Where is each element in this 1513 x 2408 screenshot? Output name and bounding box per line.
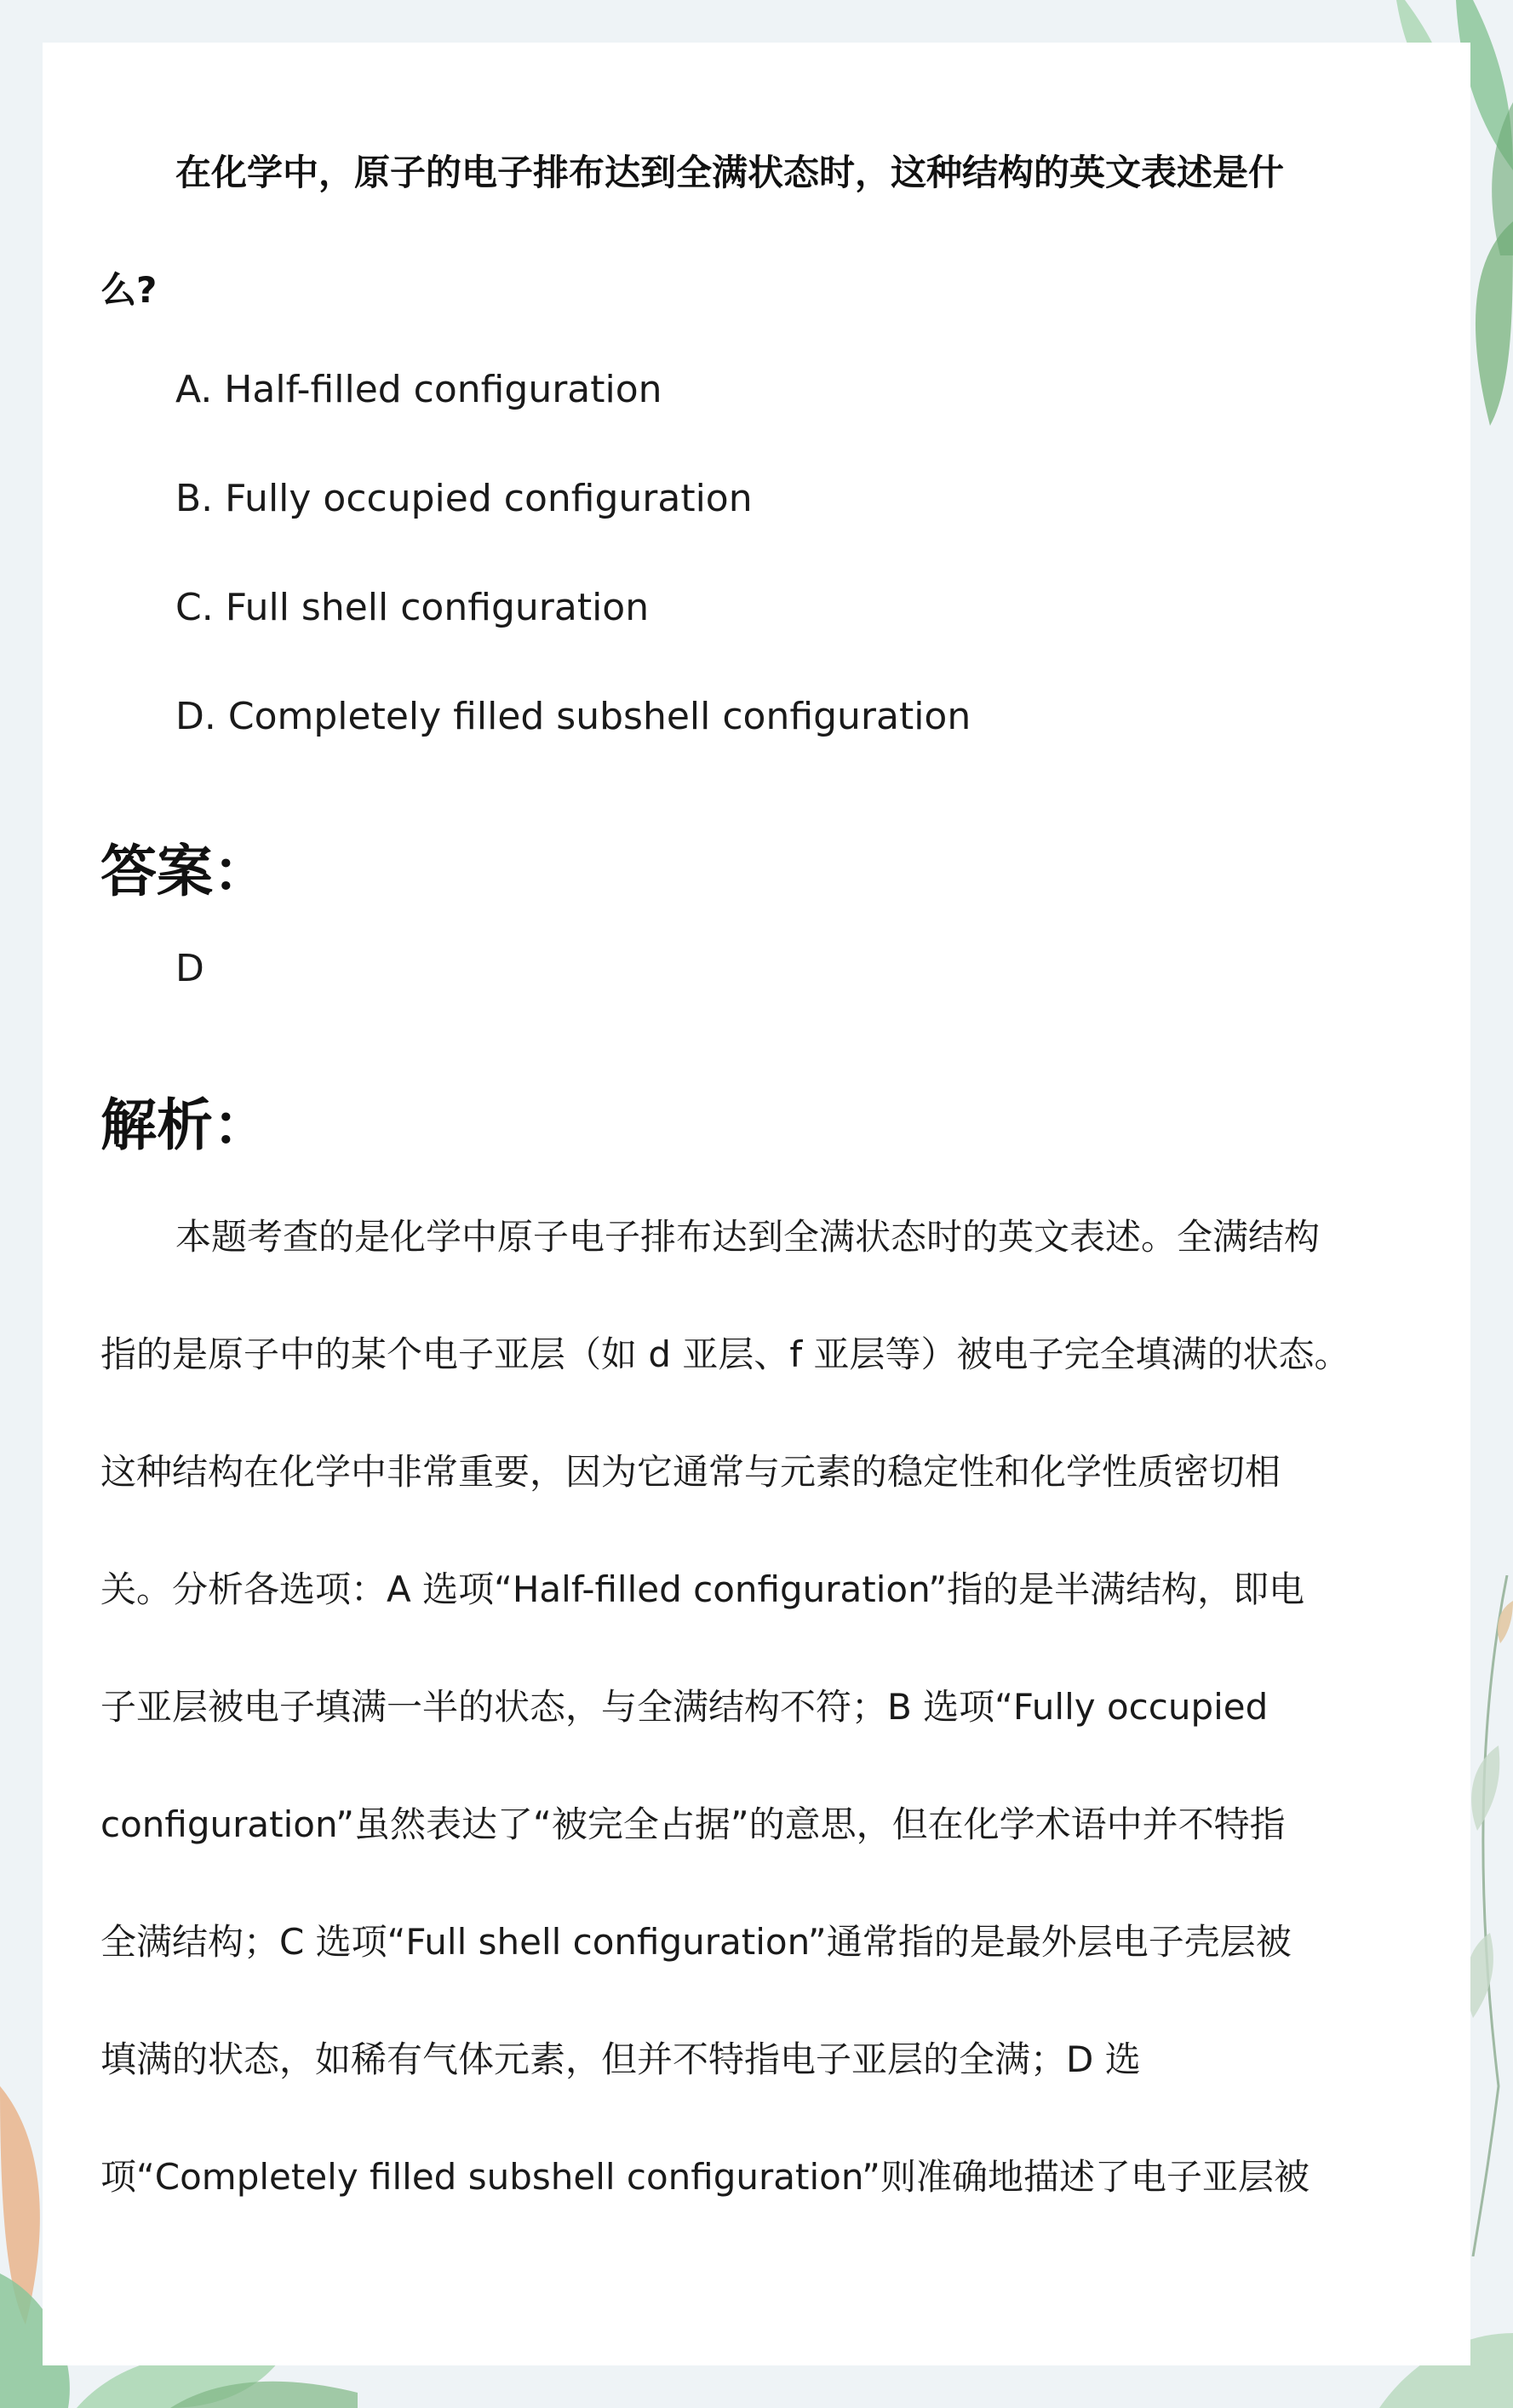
explanation-line-8: 填满的状态，如稀有气体元素，但并不特指电子亚层的全满；D 选 [100,2038,1141,2080]
explanation-line-5: 子亚层被电子填满一半的状态，与全满结构不符；B 选项“Fully occupied [100,1686,1269,1728]
explanation-line-3: 这种结构在化学中非常重要，因为它通常与元素的稳定性和化学性质密切相 [100,1451,1281,1493]
explanation-line-6: configuration”虽然表达了“被完全占据”的意思，但在化学术语中并不特指 [100,1803,1286,1845]
option-b: B. Fully occupied configuration [175,477,753,520]
question-card [43,43,1470,2365]
answer-heading: 答案： [100,839,269,904]
explanation-line-7: 全满结构；C 选项“Full shell configuration”通常指的是最外层电子壳层被 [100,1921,1292,1963]
option-c: C. Full shell configuration [175,586,650,629]
answer-value: D [175,947,204,990]
explanation-line-2: 指的是原子中的某个电子亚层（如 d 亚层、f 亚层等）被电子完全填满的状态。 [100,1333,1350,1375]
explanation-line-1: 本题考查的是化学中原子电子排布达到全满状态时的英文表述。全满结构 [175,1216,1321,1258]
explanation-line-9: 项“Completely filled subshell configuration”则准确地描述了电子亚层被 [100,2156,1310,2198]
question-text-line-2: 么? [100,269,158,311]
explanation-line-4: 关。分析各选项：A 选项“Half-filled configuration”指的是半满结构，即电 [100,1568,1305,1610]
option-a: A. Half-filled configuration [175,368,662,411]
option-d: D. Completely filled subshell configuration [175,695,971,738]
explanation-heading: 解析： [100,1092,269,1158]
question-text-line-1: 在化学中，原子的电子排布达到全满状态时，这种结构的英文表述是什 [175,152,1285,193]
